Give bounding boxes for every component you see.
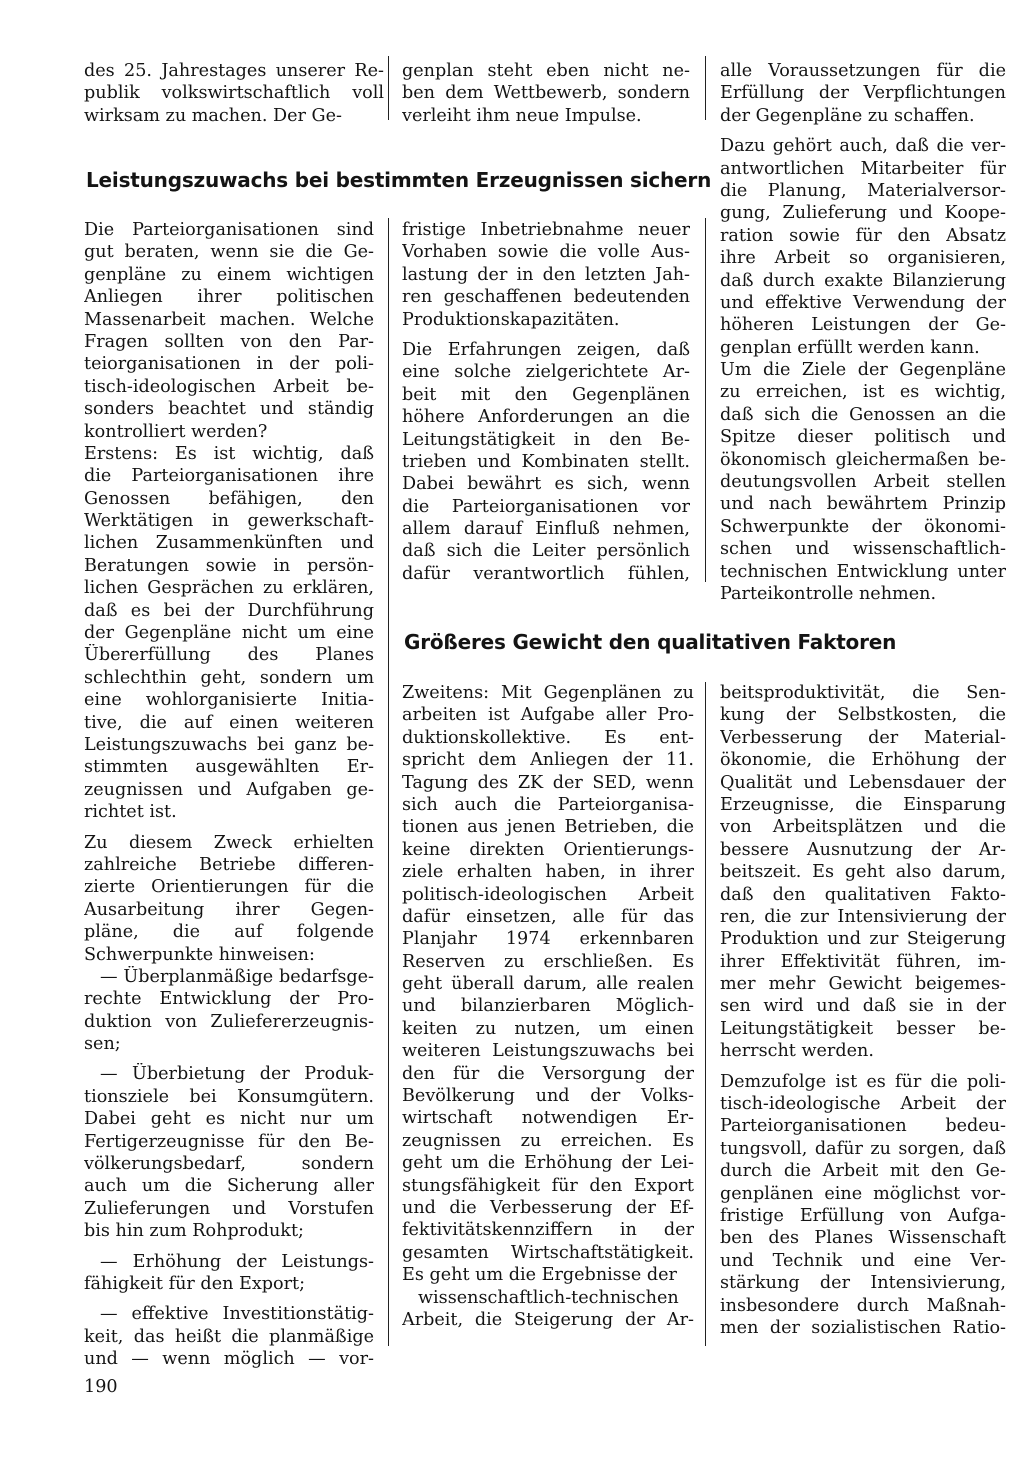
text-line: — Überbietung der Produk-	[100, 1064, 374, 1085]
text-line: völkerungsbedarf, sondern	[84, 1154, 374, 1175]
text-line: Um die Ziele der Gegenpläne	[720, 360, 1006, 381]
text-line: zahlreiche Betriebe differen-	[84, 854, 374, 875]
text-line: fristige Inbetriebnahme neuer	[402, 220, 690, 240]
text-line: Erzeugnisse, die Einsparung	[720, 794, 1006, 815]
text-line: ren, die zur Intensivierung der	[720, 906, 1006, 927]
text-line: ben dem Wettbewerb, sondern	[402, 83, 690, 104]
top-column-1	[84, 60, 384, 127]
text-line: — Erhöhung der Leistungs-	[100, 1251, 374, 1272]
text-line: ziele erhalten haben, in ihrer	[402, 862, 694, 883]
text-line: höheren Leistungen der Ge-	[720, 315, 1006, 336]
text-line: tungsvoll, dafür zu sorgen, daß	[720, 1138, 1006, 1159]
text-line: zeugnissen zu erreichen. Es	[402, 1130, 694, 1151]
text-line: schlechthin geht, sondern um	[84, 667, 374, 688]
text-line: duktion von Zuliefererzeugnis-	[84, 1011, 374, 1032]
text-line: von Arbeitsplätzen und die	[720, 817, 1006, 838]
text-line: Werktätigen in gewerkschaft-	[84, 511, 374, 532]
text-line: Planjahr 1974 erkennbaren	[402, 929, 694, 950]
text-line: Zu diesem Zweck erhielten	[84, 832, 374, 853]
text-line: genpläne zu einem wichtigen	[84, 264, 374, 285]
text-line: publik volkswirtschaftlich voll	[84, 83, 384, 104]
text-line: deutungsvollen Arbeit stellen	[720, 472, 1006, 493]
text-line: zierte Orientierungen für die	[84, 877, 374, 898]
text-line: antwortlichen Mitarbeiter für	[720, 158, 1006, 179]
text-line: Ausarbeitung ihrer Gegen-	[84, 899, 374, 920]
text-line: eine wohlorganisierte Initia-	[84, 690, 374, 711]
text-line: sen;	[84, 1034, 121, 1055]
text-line: duktionskollektive. Es ent-	[402, 727, 694, 748]
text-line: und effektive Verwendung der	[720, 292, 1006, 313]
page-number: 190	[84, 1377, 118, 1397]
text-line: sich auch die Parteiorganisa-	[402, 794, 694, 815]
text-line: verleiht ihm neue Impulse.	[402, 105, 642, 126]
text-line: Dazu gehört auch, daß die ver-	[720, 136, 1006, 157]
text-line: Leistungszuwachs bei ganz be-	[84, 734, 374, 755]
text-line: Anliegen ihrer politischen	[84, 287, 374, 308]
text-line: Beratungen sowie in persön-	[84, 555, 374, 576]
text-line: durch die Arbeit mit den Ge-	[720, 1161, 1006, 1182]
text-line: genplan steht eben nicht ne-	[402, 61, 690, 81]
text-line: ökonomisch gleichermaßen be-	[720, 449, 1006, 470]
text-line: keit, das heißt die planmäßige	[84, 1326, 374, 1347]
text-line: lichen Zusammenkünften und	[84, 533, 374, 554]
text-line: daß sich die Genossen an die	[720, 404, 1006, 425]
text-line: Massenarbeit machen. Welche	[84, 309, 374, 330]
text-line: Bevölkerung und der Volks-	[402, 1086, 694, 1107]
column-rule-right-upper	[705, 218, 706, 582]
text-line: Produktionskapazitäten.	[402, 309, 620, 330]
text-line: dafür einsetzen, alle für das	[402, 906, 694, 927]
middle-column-upper	[402, 219, 690, 585]
text-line: Zulieferungen und Vorstufen	[84, 1198, 374, 1219]
text-line: fektivitätskennziffern in der	[402, 1220, 694, 1241]
text-line: Tagung des ZK der SED, wenn	[402, 772, 694, 793]
column-rule-right-lower	[705, 682, 706, 1346]
text-line: Vorhaben sowie die volle Aus-	[402, 242, 690, 263]
text-line: Verbesserung der Material-	[720, 727, 1006, 748]
text-line: ihre Arbeit so organisieren,	[720, 248, 1006, 269]
text-line: der Gegenpläne nicht um eine	[84, 623, 374, 644]
section-heading-2: Größeres Gewicht den qualitativen Faktoren	[404, 630, 897, 654]
right-column-lower	[720, 682, 1006, 1339]
text-line: tionsziele bei Konsumgütern.	[84, 1086, 374, 1107]
text-line: tisch-ideologische Arbeit der	[720, 1094, 1006, 1115]
text-line: Spitze dieser politisch und	[720, 427, 1006, 448]
text-line: daß durch exakte Bilanzierung	[720, 270, 1006, 291]
text-line: teiorganisationen in der poli-	[84, 354, 374, 375]
text-line: Produktion und zur Steigerung	[720, 929, 1006, 950]
text-line: auch um die Sicherung aller	[84, 1176, 374, 1197]
text-line: und die Verbesserung der Ef-	[402, 1197, 694, 1218]
text-line: dafür verantwortlich fühlen,	[402, 563, 690, 584]
text-line: Erfüllung der Verpflichtungen	[720, 83, 1006, 104]
text-line: und — wenn möglich — vor-	[84, 1349, 374, 1370]
text-line: kontrolliert werden?	[84, 421, 268, 442]
text-line: wissenschaftlich-technischen	[418, 1287, 679, 1308]
text-line: Leitungstätigkeit in den Be-	[402, 429, 690, 450]
text-line: Genossen befähigen, den	[84, 488, 374, 509]
middle-column-lower	[402, 682, 694, 1331]
text-line: Schwerpunkte der ökonomi-	[720, 516, 1006, 537]
text-line: die Parteiorganisationen vor	[402, 496, 690, 517]
text-line: politisch-ideologischen Arbeit	[402, 884, 694, 905]
text-line: weiteren Leistungszuwachs bei	[402, 1041, 694, 1062]
text-line: richtet ist.	[84, 802, 177, 823]
text-line: wirtschaft notwendigen Er-	[402, 1108, 694, 1129]
text-line: Zweitens: Mit Gegenplänen zu	[402, 683, 694, 703]
text-line: ökonomie, die Erhöhung der	[720, 750, 1006, 771]
text-line: den für die Versorgung der	[402, 1063, 694, 1084]
text-line: wirksam zu machen. Der Ge-	[84, 105, 342, 126]
text-line: Es geht um die Ergebnisse der	[402, 1265, 677, 1286]
text-line: Parteikontrolle nehmen.	[720, 583, 937, 604]
text-line: geht um die Erhöhung der Lei-	[402, 1153, 694, 1174]
text-line: Schwerpunkte hinweisen:	[84, 944, 315, 965]
text-line: pläne, die auf folgende	[84, 922, 374, 943]
section-heading-1: Leistungszuwachs bei bestimmten Erzeugnissen sichern	[86, 168, 712, 192]
text-line: Qualität und Lebensdauer der	[720, 772, 1006, 793]
column-rule-top-1	[388, 56, 389, 120]
text-line: men der sozialistischen Ratio-	[720, 1317, 1006, 1338]
text-line: des 25. Jahrestages unserer Re-	[84, 61, 384, 81]
text-line: die Parteiorganisationen ihre	[84, 466, 374, 487]
text-line: stimmten ausgewählten Er-	[84, 757, 374, 778]
text-line: allem darauf Einfluß nehmen,	[402, 519, 690, 540]
text-line: gut beraten, wenn sie die Ge-	[84, 242, 374, 263]
text-line: geht überall darum, alle realen	[402, 974, 694, 995]
text-line: Fragen sollten von den Par-	[84, 331, 374, 352]
text-line: der Gegenpläne zu schaffen.	[720, 105, 975, 126]
text-line: ren geschaffenen bedeutenden	[402, 287, 690, 308]
text-line: rechte Entwicklung der Pro-	[84, 989, 374, 1010]
text-line: beitsproduktivität, die Sen-	[720, 683, 1006, 703]
text-line: genplänen eine möglichst vor-	[720, 1183, 1006, 1204]
text-line: keiten zu nutzen, um einen	[402, 1018, 694, 1039]
text-line: Dabei bewährt es sich, wenn	[402, 474, 690, 495]
text-line: ration sowie für den Absatz	[720, 225, 1006, 246]
text-line: bessere Ausnutzung der Ar-	[720, 839, 1006, 860]
text-line: beitszeit. Es geht also darum,	[720, 862, 1006, 883]
text-line: Arbeit, die Steigerung der Ar-	[402, 1309, 694, 1330]
text-line: schen und wissenschaftlich-	[720, 539, 1006, 560]
text-line: — effektive Investitionstätig-	[100, 1304, 374, 1325]
text-line: beit mit den Gegenplänen	[402, 384, 690, 405]
text-line: und nach bewährtem Prinzip	[720, 494, 1006, 515]
text-line: arbeiten ist Aufgabe aller Pro-	[402, 705, 694, 726]
text-line: sonders beachtet und ständig	[84, 399, 374, 420]
text-line: tionen aus jenen Betrieben, die	[402, 817, 694, 838]
text-line: die Planung, Materialversor-	[720, 180, 1006, 201]
text-line: Die Erfahrungen zeigen, daß	[402, 339, 690, 360]
text-line: Parteiorganisationen bedeu-	[720, 1116, 1006, 1137]
text-line: daß den qualitativen Fakto-	[720, 884, 1006, 905]
text-line: zu erreichen, ist es wichtig,	[720, 382, 1006, 403]
text-line: gesamten Wirtschaftstätigkeit.	[402, 1242, 694, 1263]
text-line: und bilanzierbaren Möglich-	[402, 996, 694, 1017]
text-line: ben des Planes Wissenschaft	[720, 1228, 1006, 1249]
text-line: gung, Zulieferung und Koope-	[720, 203, 1006, 224]
text-line: stärkung der Intensivierung,	[720, 1273, 1006, 1294]
text-line: — Überplanmäßige bedarfsge-	[100, 966, 374, 987]
text-line: genplan erfüllt werden kann.	[720, 337, 980, 358]
column-rule-top-2	[705, 56, 706, 120]
top-column-2	[402, 60, 690, 127]
text-line: Die Parteiorganisationen sind	[84, 220, 374, 240]
text-line: trieben und Kombinaten stellt.	[402, 451, 690, 472]
text-line: Reserven zu erschließen. Es	[402, 951, 694, 972]
text-line: lastung der in den letzten Jah-	[402, 264, 690, 285]
text-line: tisch-ideologischen Arbeit be-	[84, 376, 374, 397]
text-line: kung der Selbstkosten, die	[720, 705, 1006, 726]
text-line: technischen Entwicklung unter	[720, 561, 1006, 582]
text-line: fristige Erfüllung von Aufga-	[720, 1205, 1006, 1226]
text-line: alle Voraussetzungen für die	[720, 61, 1006, 81]
text-line: höhere Anforderungen an die	[402, 407, 690, 428]
left-column	[84, 219, 374, 1371]
text-line: eine solche zielgerichtete Ar-	[402, 362, 690, 383]
text-line: daß sich die Leiter persönlich	[402, 541, 690, 562]
text-line: spricht dem Anliegen der 11.	[402, 750, 694, 771]
text-line: stungsfähigkeit für den Export	[402, 1175, 694, 1196]
text-line: Fertigerzeugnisse für den Be-	[84, 1131, 374, 1152]
text-line: und Technik und eine Ver-	[720, 1250, 1006, 1271]
text-line: fähigkeit für den Export;	[84, 1273, 306, 1294]
text-line: Leitungstätigkeit besser be-	[720, 1018, 1006, 1039]
text-line: sen wird und daß sie in der	[720, 996, 1006, 1017]
text-line: bis hin zum Rohprodukt;	[84, 1221, 304, 1242]
text-line: zeugnissen und Aufgaben ge-	[84, 779, 374, 800]
column-rule-left	[388, 218, 389, 1346]
text-line: keine direkten Orientierungs-	[402, 839, 694, 860]
text-line: Übererfüllung des Planes	[84, 645, 374, 666]
text-line: Demzufolge ist es für die poli-	[720, 1071, 1006, 1092]
text-line: ihrer Effektivität führen, im-	[720, 951, 1006, 972]
text-line: herrscht werden.	[720, 1041, 874, 1062]
text-line: mer mehr Gewicht beigemes-	[720, 974, 1006, 995]
text-line: daß es bei der Durchführung	[84, 600, 374, 621]
right-column-upper	[720, 60, 1006, 605]
text-line: Dabei geht es nicht nur um	[84, 1109, 374, 1130]
text-line: lichen Gesprächen zu erklären,	[84, 578, 374, 599]
text-line: insbesondere durch Maßnah-	[720, 1295, 1006, 1316]
text-line: tive, die auf einen weiteren	[84, 712, 374, 733]
text-line: Erstens: Es ist wichtig, daß	[84, 443, 374, 464]
